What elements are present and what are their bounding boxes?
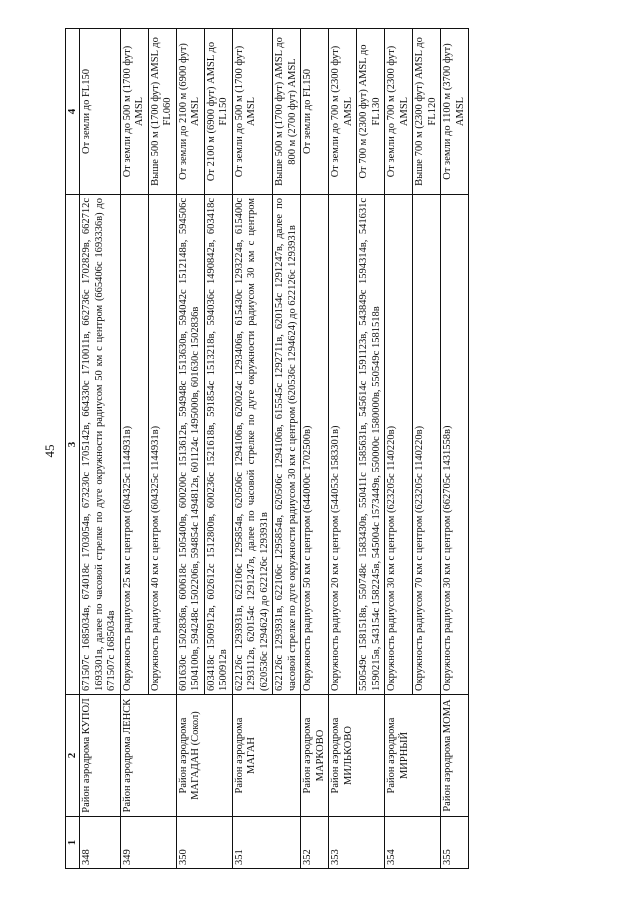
altitude-limits: От земли до 700 м (2300 фут) AMSL	[329, 29, 357, 195]
boundary-description: 601630с 1502836в, 600618с 1505400в, 600200с 1513612в, 594948с 1513630в, 594042с 1512148в, 594506с 1504100в, 594248с 1502206в, 594854с 1494812в, 601124с 1495000в, 601630с 1502836в	[176, 195, 204, 695]
table-row	[329, 29, 357, 869]
altitude-limits: От земли до 700 м (2300 фут) AMSL	[385, 29, 413, 195]
table-row	[301, 29, 329, 869]
boundary-description: 671507с 1685034в, 674018с 1703054в, 673230с 1705142в, 664330с 1710011в, 662736с 1702829в, 662712с 1693301в, далее по часовой стрелке по дуге окружности радиусом 50 км с центром (665406с 1693336в) до 671507с 1685034в	[80, 195, 121, 695]
table-body	[66, 29, 469, 869]
header-col-4: 4	[66, 29, 80, 195]
boundary-description: 622126с 1293931в, 622106с 1295854в, 620506с 1294106в, 615545с 1292711в, 620154с 1291247в, далее по часовой стрелке по дуге окружности радиусом 30 км с центром (620536с 1294624) до 622126с 1293931в	[273, 195, 301, 695]
altitude-limits: От земли до 500 м (1700 фут) AMSL	[120, 29, 148, 195]
altitude-limits: От земли до 2100 м (6900 фут) AMSL	[176, 29, 204, 195]
altitude-limits: Выше 500 м (1700 фут) AMSL до 800 м (2700 фут) AMSL	[273, 29, 301, 195]
altitude-limits: От земли до FL150	[301, 29, 329, 195]
row-number: 354	[385, 817, 441, 869]
altitude-limits: Выше 500 м (1700 фут) AMSL до FL060	[148, 29, 176, 195]
altitude-limits: Выше 700 м (2300 фут) AMSL до FL120	[413, 29, 441, 195]
boundary-description: Окружность радиусом 70 км с центром (623205с 1140220в)	[413, 195, 441, 695]
altitude-limits: От земли до 500 м (1700 фут) AMSL	[232, 29, 273, 195]
aerodrome-area-name: Район аэродрома МОМА	[441, 695, 469, 817]
header-col-1: 1	[66, 817, 80, 869]
boundary-description: Окружность радиусом 30 км с центром (662705с 1431558в)	[441, 195, 469, 695]
row-number: 355	[441, 817, 469, 869]
row-number: 352	[301, 817, 329, 869]
aerodrome-area-name: Район аэродрома КУПОЛ	[80, 695, 121, 817]
altitude-limits: От 700 м (2300 фут) AMSL до FL130	[357, 29, 385, 195]
boundary-description: 603418с 1500912в, 602612с 1512800в, 600236с 1521618в, 591854с 1513218в, 594036с 1490842в, 603418с 1500912в	[204, 195, 232, 695]
altitude-limits: От земли до 1100 м (3700 фут) AMSL	[441, 29, 469, 195]
header-col-3: 3	[66, 195, 80, 695]
table-row	[176, 29, 204, 869]
aerodrome-area-name: Район аэродрома МАРКОВО	[301, 695, 329, 817]
boundary-description: 622126с 1293931в, 622106с 1295854в, 620506с 1294106в, 620024с 1293406в, 615430с 1293224в, 615400с 1293112в, 620154с 1291247в, далее по часовой стрелке по дуге окружности радиусом 30 км с центром (620536с 1294624) до 622126с 1293931в	[232, 195, 273, 695]
header-col-2: 2	[66, 695, 80, 817]
boundary-description: Окружность радиусом 20 км с центром (544053с 1583301в)	[329, 195, 357, 695]
row-number: 350	[176, 817, 232, 869]
row-number: 349	[120, 817, 176, 869]
page-number: 45	[42, 444, 57, 458]
table-row	[441, 29, 469, 869]
aerodrome-area-name: Район аэродрома ЛЕНСК	[120, 695, 176, 817]
row-number: 351	[232, 817, 301, 869]
rotated-page-content	[65, 29, 575, 869]
boundary-description: Окружность радиусом 50 км с центром (644000с 1702500в)	[301, 195, 329, 695]
row-number: 348	[80, 817, 121, 869]
table-row	[385, 29, 413, 869]
boundary-description: 550549с 1581518в, 550748с 1583430в, 550411с 1585631в, 545614с 1591123в, 543849с 1594314в, 541631с 1590215в, 543154с 1582245в, 545004с 1573449в, 550000с 1580000в, 550549с 1581518в	[357, 195, 385, 695]
aerodrome-area-name: Район аэродрома МАГАН	[232, 695, 301, 817]
boundary-description: Окружность радиусом 40 км с центром (604325с 1144931в)	[148, 195, 176, 695]
aerodrome-area-name: Район аэродрома МАГАДАН (Сокол)	[176, 695, 232, 817]
altitude-limits: От 2100 м (6900 фут) AMSL до FL150	[204, 29, 232, 195]
row-number: 353	[329, 817, 385, 869]
altitude-limits: От земли до FL150	[80, 29, 121, 195]
boundary-description: Окружность радиусом 25 км с центром (604325с 1144931в)	[120, 195, 148, 695]
table-row	[80, 29, 121, 869]
aerodrome-area-name: Район аэродрома МИРНЫЙ	[385, 695, 441, 817]
aerodrome-area-name: Район аэродрома МИЛЬКОВО	[329, 695, 385, 817]
header-row	[66, 29, 80, 869]
table-row	[120, 29, 148, 869]
boundary-description: Окружность радиусом 30 км с центром (623205с 1140220в)	[385, 195, 413, 695]
airspace-table	[65, 28, 469, 869]
table-row	[232, 29, 273, 869]
